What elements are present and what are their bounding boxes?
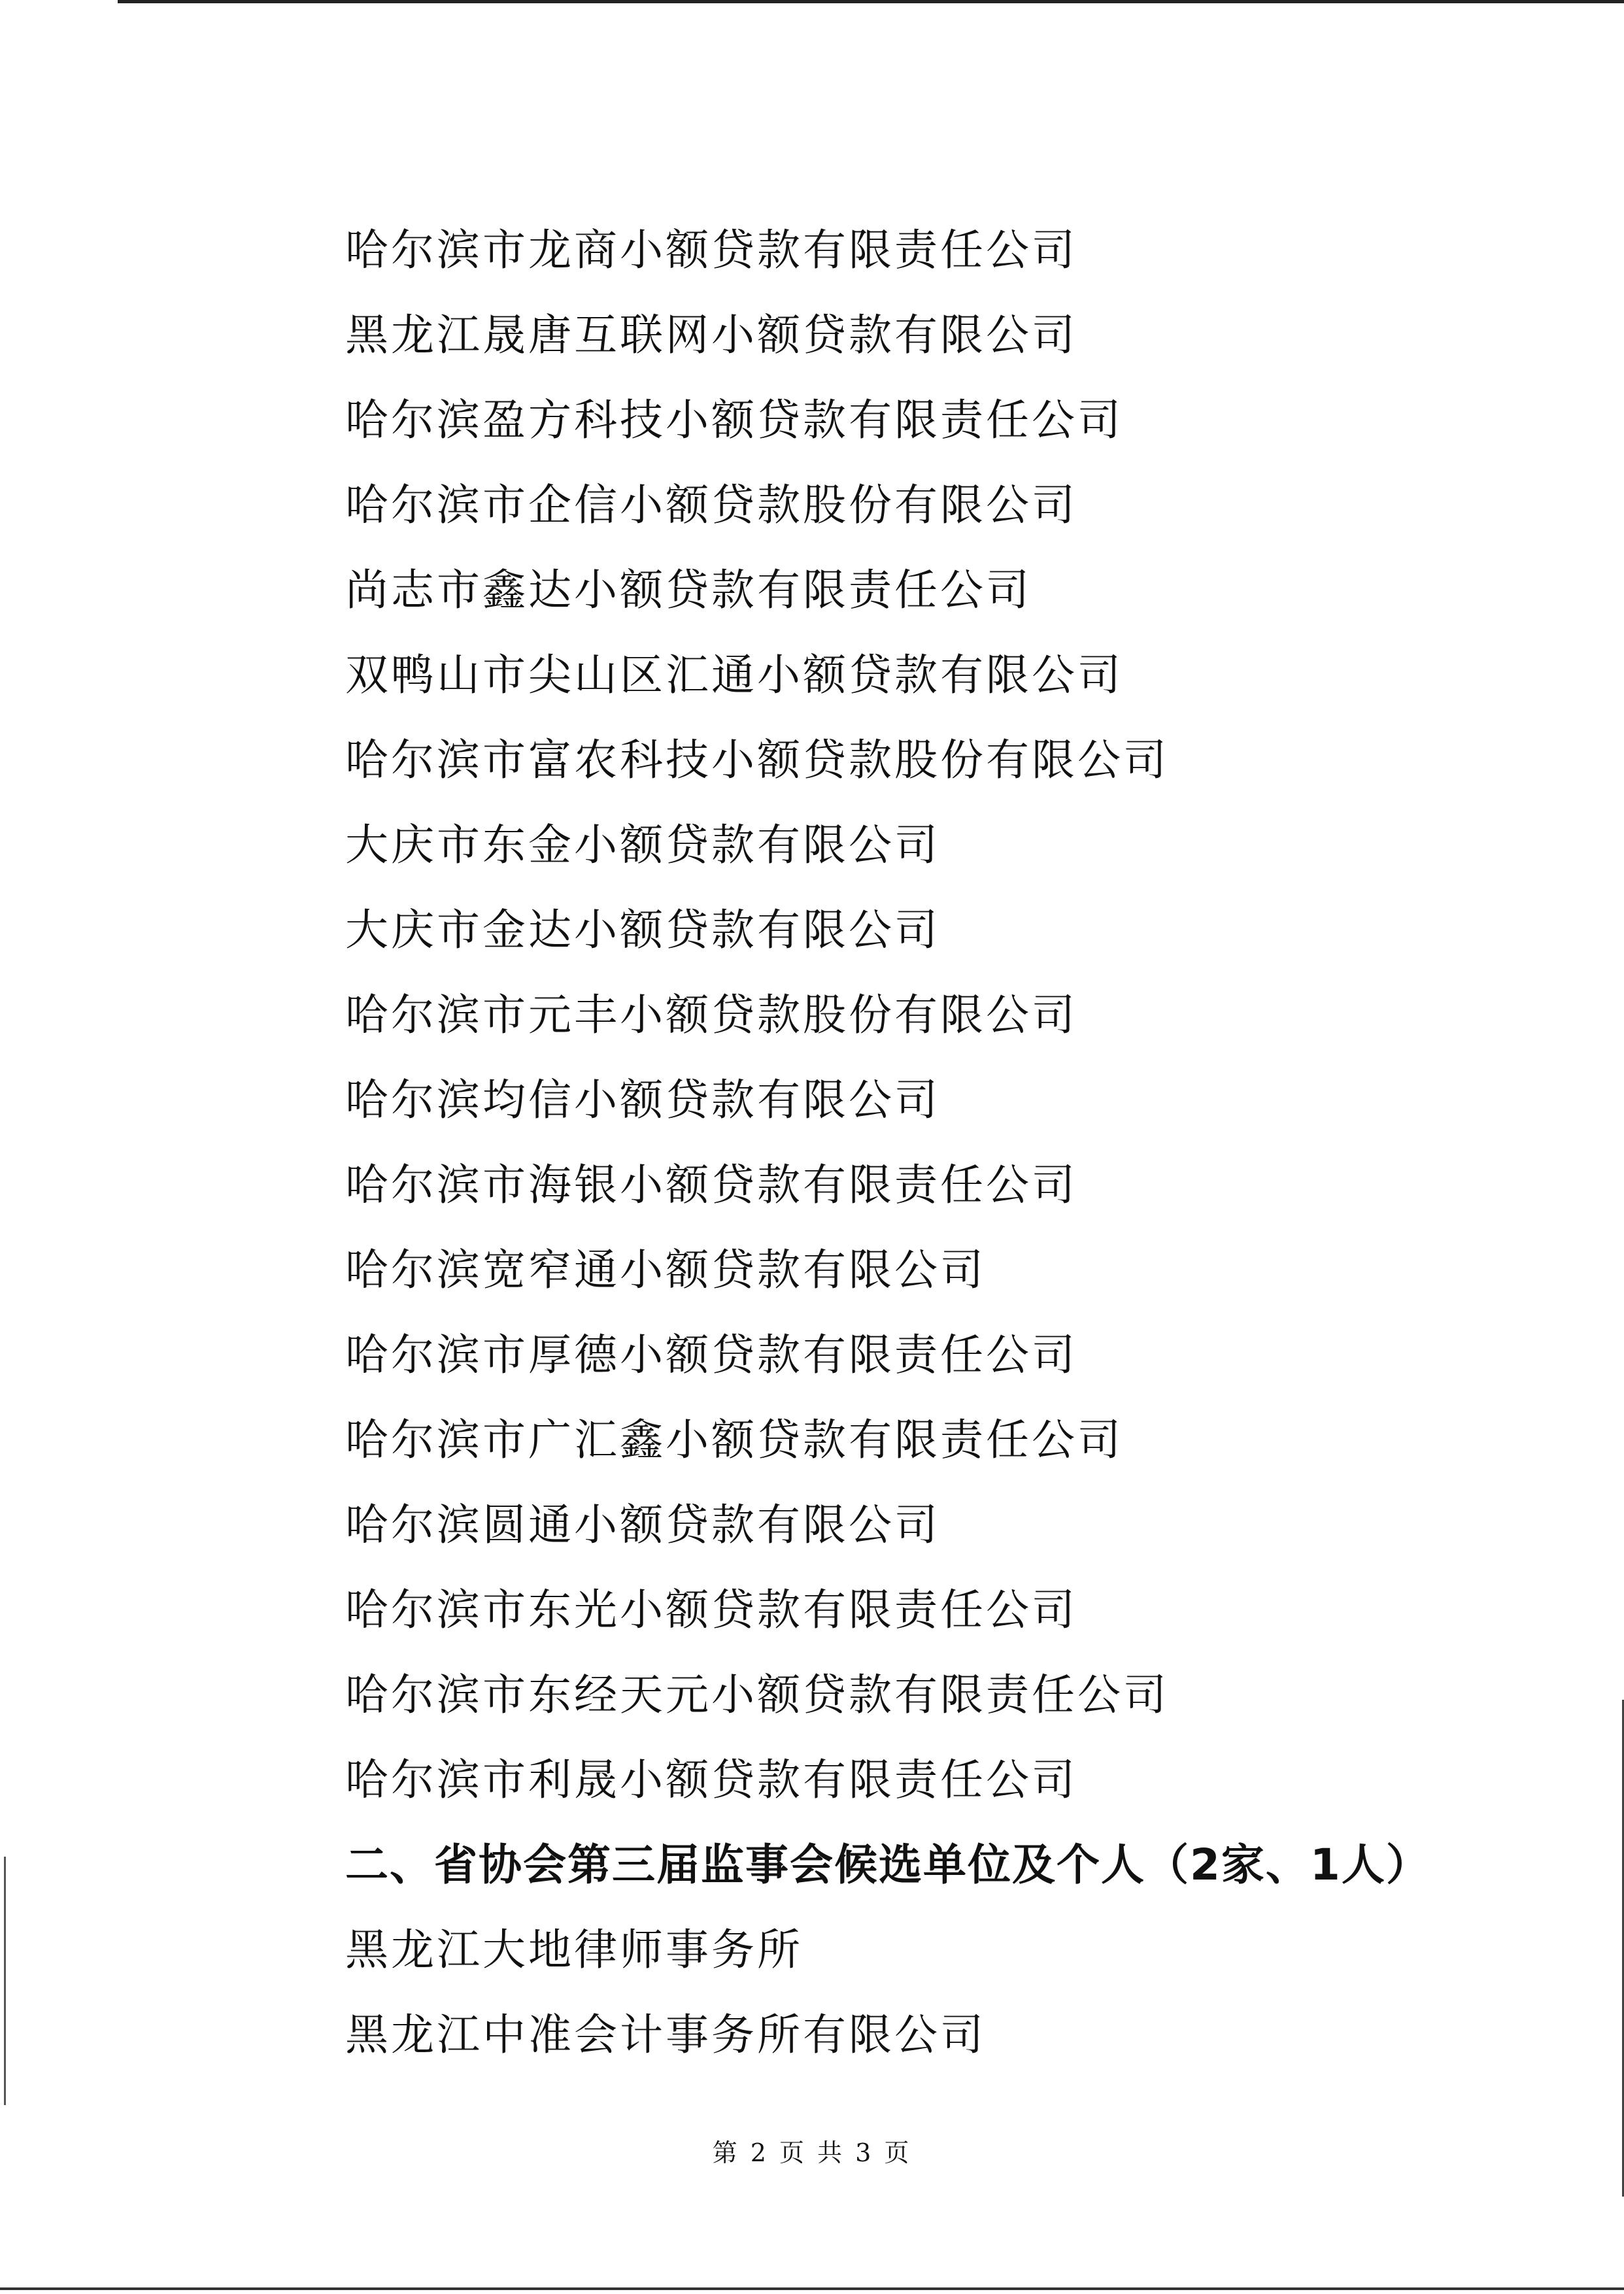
- company-name: 哈尔滨市厚德小额贷款有限责任公司: [345, 1330, 1077, 1380]
- company-list: [345, 208, 1561, 2078]
- company-name: 哈尔滨圆通小额贷款有限公司: [345, 1500, 940, 1550]
- company-name: 哈尔滨市利晟小额贷款有限责任公司: [345, 1755, 1077, 1805]
- company-name: 哈尔滨市富农科技小额贷款股份有限公司: [345, 735, 1169, 785]
- company-name: 哈尔滨盈方科技小额贷款有限责任公司: [345, 395, 1123, 445]
- candidate-name: 黑龙江中准会计事务所有限公司: [345, 2010, 986, 2060]
- company-name: 哈尔滨市东光小额贷款有限责任公司: [345, 1585, 1077, 1635]
- company-name: 双鸭山市尖山区汇通小额贷款有限公司: [345, 650, 1123, 700]
- company-name: 黑龙江晟唐互联网小额贷款有限公司: [345, 310, 1077, 360]
- page-number-footer: 第 2 页 共 3 页: [712, 2138, 912, 2167]
- scan-edge-line: [0, 2287, 1624, 2290]
- candidate-name: 黑龙江大地律师事务所: [345, 1925, 803, 1975]
- scan-edge-mark: [4, 1857, 6, 2105]
- company-name: 大庆市金达小额贷款有限公司: [345, 905, 940, 955]
- company-name: 哈尔滨市龙商小额贷款有限责任公司: [345, 225, 1077, 275]
- company-name: 尚志市鑫达小额贷款有限责任公司: [345, 565, 1032, 615]
- company-name: 哈尔滨市东经天元小额贷款有限责任公司: [345, 1670, 1169, 1720]
- company-name: 哈尔滨市海银小额贷款有限责任公司: [345, 1160, 1077, 1210]
- section-heading: 二、省协会第三届监事会候选单位及个人（2家、1人）: [345, 1840, 1430, 1890]
- company-name: 哈尔滨市企信小额贷款股份有限公司: [345, 480, 1077, 530]
- company-name: 哈尔滨均信小额贷款有限公司: [345, 1075, 940, 1125]
- company-name: 哈尔滨市广汇鑫小额贷款有限责任公司: [345, 1415, 1123, 1465]
- scan-edge-line: [118, 0, 1624, 3]
- company-name: 哈尔滨宽窄通小额贷款有限公司: [345, 1245, 986, 1295]
- company-name: 哈尔滨市元丰小额贷款股份有限公司: [345, 990, 1077, 1040]
- company-name: 大庆市东金小额贷款有限公司: [345, 820, 940, 870]
